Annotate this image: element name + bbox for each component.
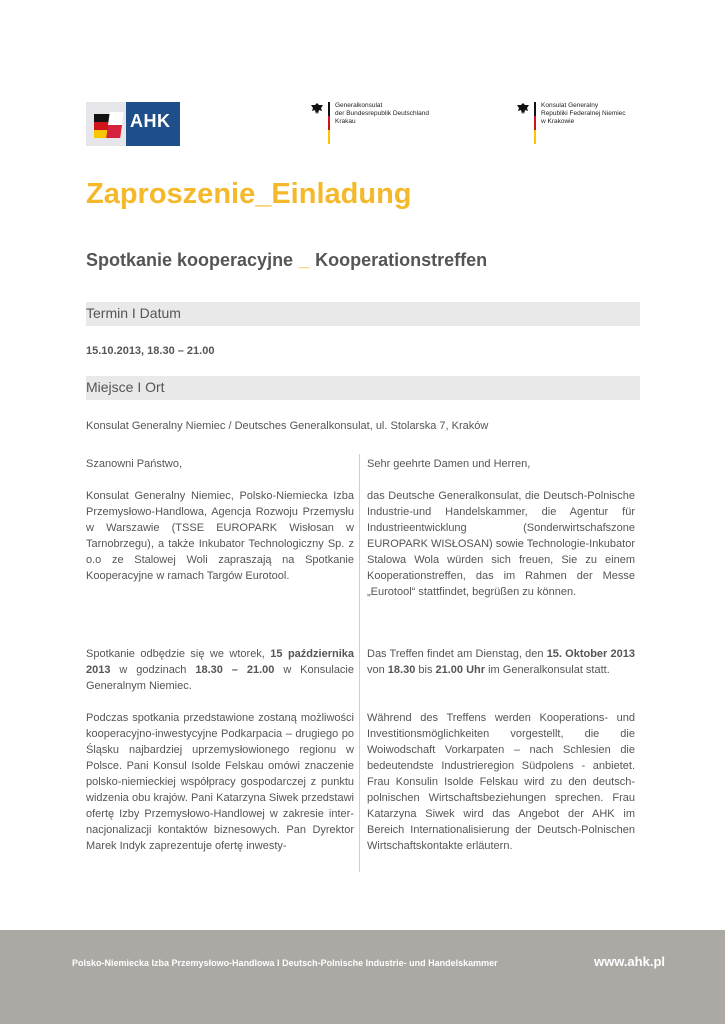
consulate-logo-pl xyxy=(516,102,626,144)
paragraph-pl-3: Podczas spotkania przedstawione zostaną możliwości kooperacyjno-inwestycyjne Podkarpacia – drugiego po Śląsku najbardziej uprzemysłowionego regionu w Polsce. Pani Konsul Isolde Felskau omówi znaczenie polsko-niemieckiej współpracy gospodarczej z punktu widzenia obu krajów. Pani Katarzyna Siwek przedstawi ofertę Izby Przemysłowo-Handlowej w zakresie internacjonalizacji kontaktów biznesowych. Pan Dyrektor Marek Indyk zaprezentuje ofertę inwesty- xyxy=(86,712,354,852)
paragraph-pl-1: Konsulat Generalny Niemiec, Polsko-Niemiecka Izba Przemysłowo-Handlowa, Agencja Rozwoju Przemysłu w Warszawie (TSSE EUROPARK Wisłosan w Tarnobrzegu), a także Inkubator Technologiczny Sp. z o.o ze Stalowej Woli zapraszają na Spotkanie Kooperacyjne w ramach Targów Eurotool. xyxy=(86,490,354,582)
consul-1-line-3: Krakau xyxy=(335,118,356,125)
consul-2-line-3: w Krakowie xyxy=(541,118,575,125)
page-title: Zaproszenie_Einladung xyxy=(86,178,412,210)
place-value: Konsulat Generalny Niemiec / Deutsches Generalkonsulat, ul. Stolarska 7, Kraków xyxy=(86,420,489,432)
subtitle-de: Kooperationstreffen xyxy=(315,250,488,270)
footer-url-link[interactable]: www.ahk.pl xyxy=(593,954,665,969)
paragraph-de-3: Während des Treffens werden Kooperations- und Investitionsmöglichkeiten vorgestellt, die die Woiwodschaft Vorkarpaten – nach Schlesien die bedeutendste Industrieregion Südpolens - anbietet. Frau Konsulin Isolde Felskau wird zu den deutsch-polnischen Wirtschaftsbeziehungen sprechen. Frau Katarzyna Siwek wird das Angebot der AHK im Bereich Internationalisierung der Deutsch-Polnischen Wirtschaftskontakte erläutern. xyxy=(367,712,635,852)
ahk-logo-text: AHK xyxy=(130,111,171,131)
header-logos xyxy=(86,102,646,150)
footer xyxy=(0,930,725,1024)
date-value: 15.10.2013, 18.30 – 21.00 xyxy=(86,345,215,357)
page-subtitle xyxy=(86,250,487,271)
footer-text: Polsko-Niemiecka Izba Przemysłowo-Handlowa I Deutsch-Polnische Industrie- und Handelskammer xyxy=(72,958,498,968)
german-column xyxy=(367,456,635,870)
ahk-logo xyxy=(86,102,180,146)
subtitle-separator: _ xyxy=(299,250,310,270)
consul-2-line-2: Republiki Federalnej Niemiec xyxy=(541,110,626,117)
consul-2-line-1: Konsulat Generalny xyxy=(541,102,599,109)
consulate-logo-de xyxy=(310,102,429,144)
eagle-icon xyxy=(310,102,324,116)
greeting-de: Sehr geehrte Damen und Herren, xyxy=(367,458,531,470)
greeting-pl: Szanowni Państwo, xyxy=(86,458,182,470)
eagle-icon xyxy=(516,102,530,116)
polish-column xyxy=(86,456,354,870)
paragraph-pl-2: Spotkanie odbędzie się we wtorek, 15 października 2013 w godzinach 18.30 – 21.00 w Konsulacie Generalnym Niemiec. xyxy=(86,648,354,692)
subtitle-pl: Spotkanie kooperacyjne xyxy=(86,250,294,270)
date-section-heading: Termin I Datum xyxy=(86,302,640,326)
consul-1-line-2: der Bundesrepublik Deutschland xyxy=(335,110,429,117)
paragraph-de-2: Das Treffen findet am Dienstag, den 15. Oktober 2013 von 18.30 bis 21.00 Uhr im Generalkonsulat statt. xyxy=(367,648,635,676)
place-section-heading: Miejsce I Ort xyxy=(86,376,640,400)
column-divider xyxy=(359,454,360,872)
consul-1-line-1: Generalkonsulat xyxy=(335,102,383,109)
paragraph-de-1: das Deutsche Generalkonsulat, die Deutsch-Polnische Industrie-und Handelskammer, die Agentur für Industrieentwicklung (Sonderwirtschafszone EUROPARK WISŁOSAN) sowie Technologie-Inkubator Stalowa Wola würden sich freuen, Sie zu einem Kooperationstreffen, das im Rahmen der Messe „Eurotool“ stattfindet, begrüßen zu können. xyxy=(367,490,635,598)
